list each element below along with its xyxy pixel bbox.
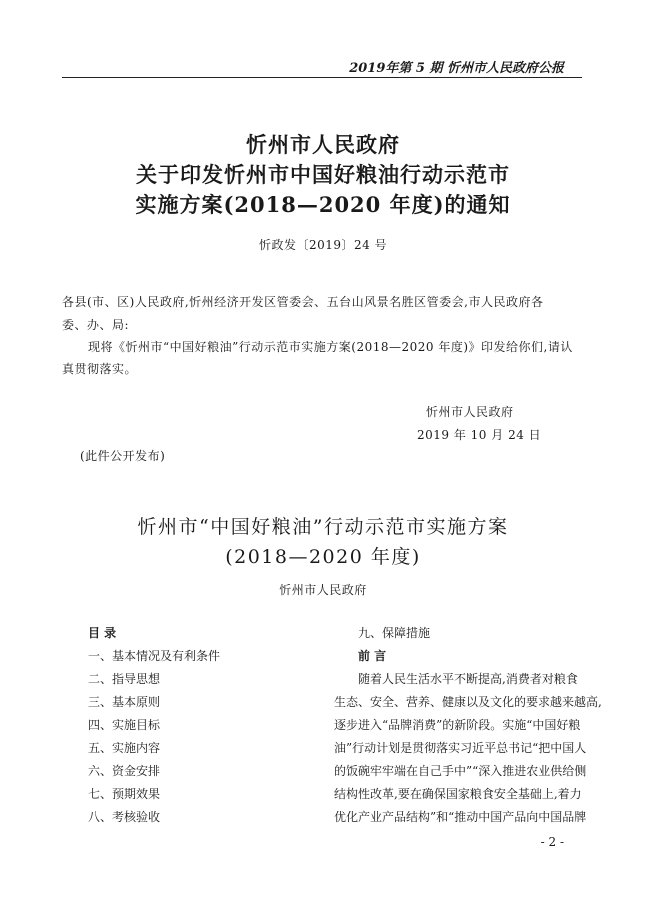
preface-line: 随着人民生活水平不断提高,消费者对粮食 [358,672,578,686]
toc-item: 三、基本原则 [88,695,161,709]
plan-title-line-1: 忻州市“中国好粮油”行动示范市实施方案 [137,516,509,538]
preface-line: 逐步进入“品牌消费”的新阶段。实施“中国好粮 [334,718,581,732]
toc-item: 四、实施目标 [88,718,161,732]
toc-item: 八、考核验收 [88,810,161,824]
publication-note: (此件公开发布) [80,449,166,463]
plan-author: 忻州市人民政府 [279,583,367,597]
page-number: - 2 - [540,835,564,849]
issue-date: 2019 年 10 月 24 日 [417,428,542,442]
notice-title-line-3: 实施方案(2018—2020 年度)的通知 [135,192,511,217]
preface-line: 油”行动计划是贯彻落实习近平总书记“把中国人 [334,741,587,755]
toc-item: 六、资金安排 [88,764,161,778]
notice-title-line-1: 忻州市人民政府 [246,132,400,157]
preface-line: 优化产业产品结构”和“推动中国产品向中国品牌 [334,810,587,824]
toc-item: 一、基本情况及有利条件 [88,649,221,663]
header-divider [62,77,582,78]
plan-title-line-2: (2018—2020 年度) [225,546,421,568]
notice-body-line-2: 真贯彻落实。 [62,362,138,376]
toc-item: 二、指导思想 [88,672,161,686]
addressee-line-2: 委、办、局: [62,318,130,332]
toc-item: 九、保障措施 [358,626,431,640]
preface-line: 结构性改革,要在确保国家粮食安全基础上,着力 [334,787,582,801]
document-number: 忻政发〔2019〕24 号 [258,238,388,252]
toc-heading: 目 录 [88,626,117,640]
addressee-line-1: 各县(市、区)人民政府,忻州经济开发区管委会、五台山风景名胜区管委会,市人民政府各 [62,295,544,309]
preface-line: 的饭碗牢牢端在自己手中”“深入推进农业供给侧 [334,764,587,778]
signatory: 忻州市人民政府 [426,405,514,419]
notice-body-line-1: 现将《忻州市“中国好粮油”行动示范市实施方案(2018—2020 年度)》印发给你们,请认 [88,340,573,354]
toc-item: 五、实施内容 [88,741,161,755]
toc-item: 七、预期效果 [88,787,161,801]
notice-title-line-2: 关于印发忻州市中国好粮油行动示范市 [136,162,510,187]
preface-line: 生态、安全、营养、健康以及文化的要求越来越高, [334,695,602,709]
journal-header: 2019年第 5 期 忻州市人民政府公报 [349,61,564,76]
preface-heading: 前 言 [358,649,387,663]
